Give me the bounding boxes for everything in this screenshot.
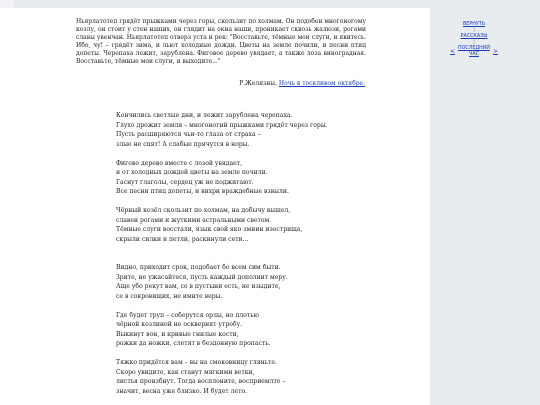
poem-line: Чёрный козёл скользит по холмам, на добычу вышел, (116, 207, 291, 214)
poem-line: чёрной козлиной не осквернят утробу. (116, 321, 243, 328)
nav-last-row (450, 46, 498, 58)
next-arrow-icon[interactable]: > (492, 48, 498, 55)
nav-link-return[interactable]: ВЕРНУТЬ (463, 22, 485, 27)
epigraph-author: Р.Желязны. (239, 80, 277, 87)
stanza (116, 111, 376, 149)
poem-line: злые не спят! А слабые прячутся в норы. (116, 140, 250, 148)
source-link[interactable]: Ночь в тоскливом октябре. (278, 80, 365, 87)
poem-line: листья произбнут. Тогда восплоните, восприемлте – (116, 378, 286, 385)
side-nav (450, 22, 498, 58)
poem-line: се в сокровищих, не имите веры. (116, 292, 223, 300)
nav-link-last-hour-line1: ПОСЛЕДНИЙ (458, 46, 490, 51)
poem-line: Все песни птиц допеты, и вихри враждебные взвыли. (116, 188, 289, 195)
nav-separator: | (473, 40, 475, 45)
poem-line: значит, весна уже близко. И будет лето. (116, 387, 248, 395)
poem-line: славен рогами и жуткими астральными светом. (116, 216, 272, 224)
poem-line: Пусть расширяются чьи-то глаза от страха – (116, 131, 261, 138)
poem-line: рожки да ножки, слетят в бездонную пропасть. (116, 340, 271, 347)
stanza (116, 358, 376, 396)
stanza (116, 206, 376, 244)
poem-line: Аще убо рекут вам, се в пустыни есть, не изыдите, (116, 283, 281, 290)
poem-line: Кончились светлые дни, и лежит зарублена черепаха. (116, 112, 293, 119)
stanza (116, 159, 376, 197)
prev-arrow-icon[interactable]: < (450, 48, 456, 55)
stanza (116, 311, 376, 349)
poem-line: Видно, приходит срок, подобает бо всем сим быти. (116, 264, 281, 271)
poem-line: Выкинут вон, и кривые гнилые кости, (116, 330, 239, 338)
poem-line: Гаснут глаголы, сердец уж не поджигают. (116, 178, 254, 186)
nav-link-last-hour-line2: ЧАС (469, 52, 479, 57)
nav-link-last-hour[interactable] (458, 46, 490, 58)
poem-line: Зрите, не ужасайтеся, пусть каждый дополнит меру. (116, 273, 288, 281)
epigraph-text: Ньярлатотеп грядёт прыжками через горы, скользит по холмам. Он подобен многоногому козлу, он стоит у стен наших, он глядит на окна наши, проникает сквозь жалюзи, рогами славы увенчан. Ньярлатотеп отверз уста и рек: "Восставьте, тёмные мои слуги, и явитесь. Ибо, чу! – грядёт зима, и льют холодные дожди. Цветы на земле почили, и песни птиц допеты. Черепаха лежит, зарублена. Фиговое дерево увядает, а также лоза виноградная. Восставьте, тёмные мои слуги, и выходите..." (76, 18, 366, 65)
poem-line: Где будет труп – соберутся орлы, но плотью (116, 311, 259, 319)
poem-line: Глухо дрожит земля – многоногий прыжками грядёт через горы. (116, 121, 328, 129)
poem-line: Тёмные слуги восстали, язык свой яко змиин изострища, (116, 226, 303, 233)
poem (116, 111, 376, 396)
nav-link-stories[interactable]: РАССКАЗЫ (460, 34, 488, 39)
epigraph-attribution (150, 80, 365, 87)
nav-separator: | (473, 28, 475, 33)
poem-line: Тяжко придётся вам – вы на смоковницу гляньте. (116, 359, 277, 366)
poem-line: и от холодных дождей цветы на земле почили. (116, 169, 268, 176)
poem-line: Скоро увидите, как станут мягкими ветки, (116, 368, 255, 376)
poem-line: скрыли силки и петли, раскинули сети... (116, 235, 249, 243)
poem-line: Фигово дерево вместе с лозой увядает, (116, 159, 243, 167)
stanza (116, 263, 376, 301)
